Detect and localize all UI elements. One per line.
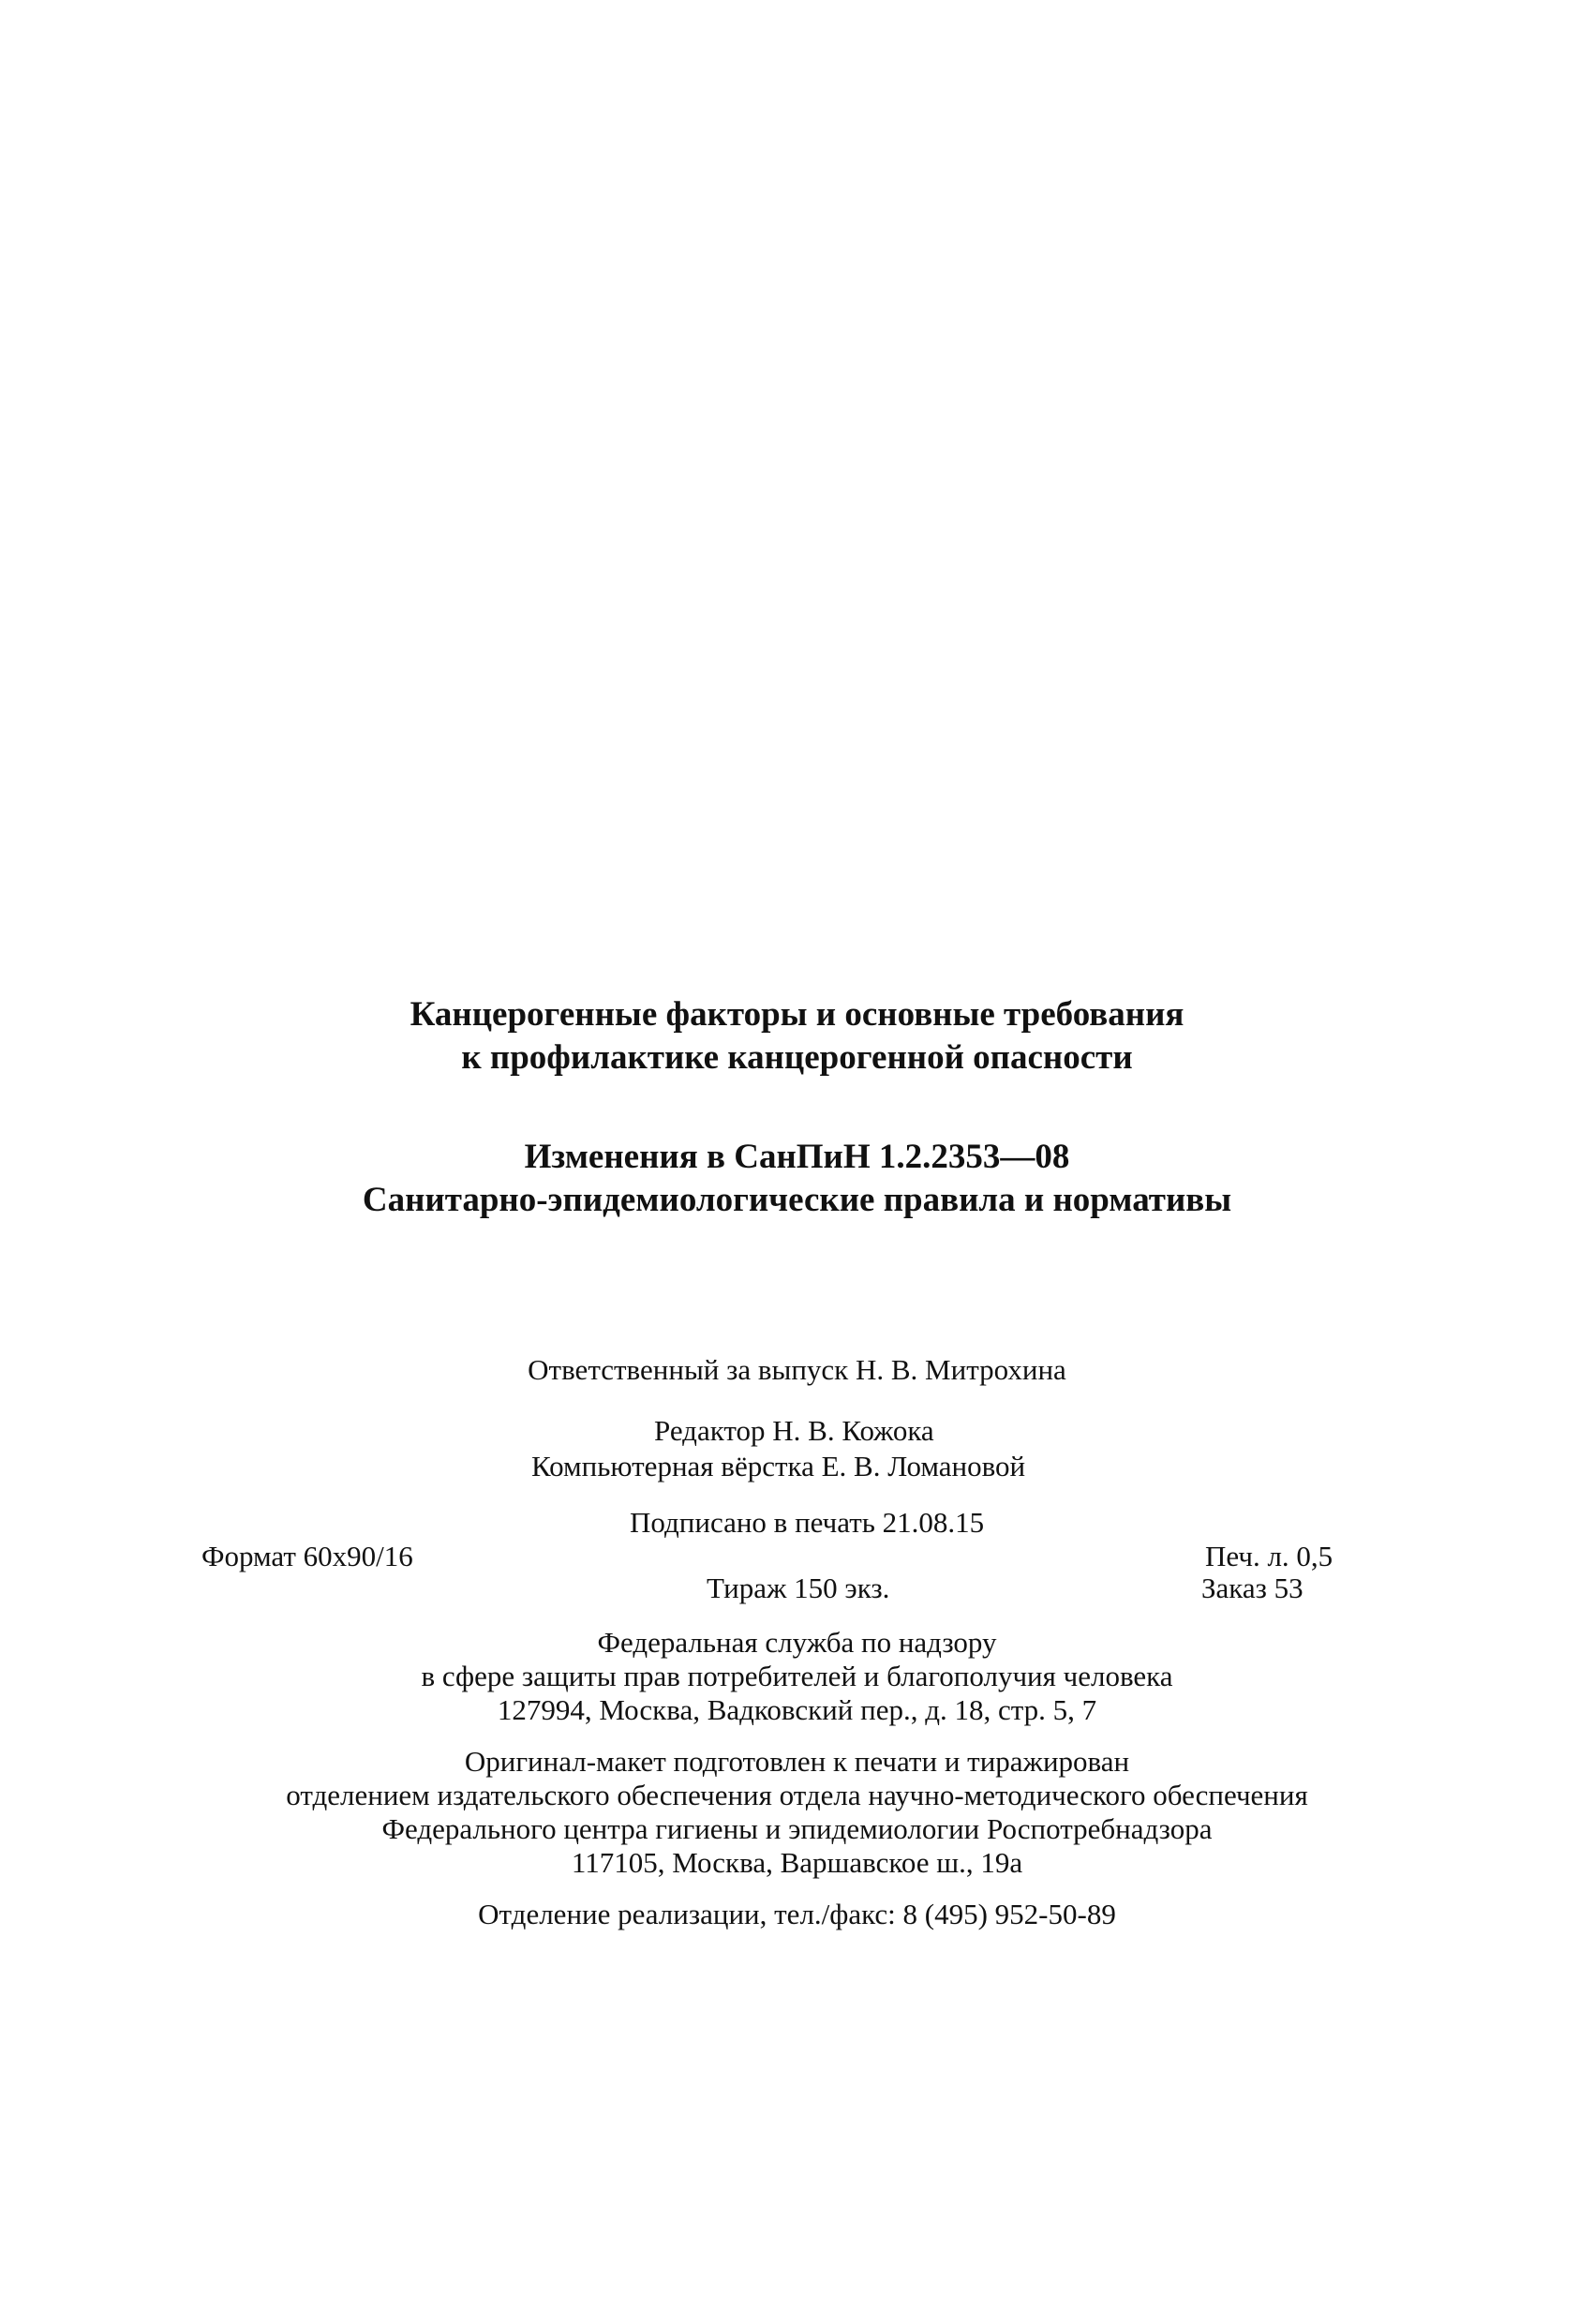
printer-line-1: Оригинал-макет подготовлен к печати и тиражирован	[464, 1745, 1130, 1778]
circulation: Тираж 150 экз.	[707, 1572, 890, 1604]
printer-line-2: отделением издательского обеспечения отдела научно-методического обеспечения	[286, 1779, 1308, 1811]
printer-line-3: Федерального центра гигиены и эпидемиологии Роспотребнадзора	[381, 1812, 1213, 1845]
printer-block	[0, 1745, 1594, 1880]
print-sheets: Печ. л. 0,5	[1205, 1540, 1333, 1572]
document-subtitle-line-2: Санитарно-эпидемиологические правила и нормативы	[362, 1181, 1232, 1219]
publisher-line-1: Федеральная служба по надзору	[597, 1626, 997, 1659]
signed-date: Подписано в печать 21.08.15	[630, 1506, 985, 1539]
document-subtitle-line-1: Изменения в СанПиН 1.2.2353—08	[524, 1138, 1070, 1176]
paper-format: Формат 60x90/16	[201, 1540, 413, 1572]
document-title	[0, 993, 1594, 1080]
editor-credit: Редактор Н. В. Кожока	[654, 1414, 934, 1447]
publisher-line-2: в сфере защиты прав потребителей и благополучия человека	[421, 1660, 1173, 1692]
document-subtitle	[0, 1136, 1594, 1222]
publisher-block	[0, 1626, 1594, 1727]
sales-contact: Отделение реализации, тел./факс: 8 (495) 952-50-89	[478, 1898, 1116, 1930]
document-title-line-2: к профилактике канцерогенной опасности	[461, 1038, 1133, 1077]
layout-credit: Компьютерная вёрстка Е. В. Ломановой	[531, 1450, 1026, 1482]
document-title-line-1: Канцерогенные факторы и основные требования	[410, 995, 1184, 1034]
responsible-editor: Ответственный за выпуск Н. В. Митрохина	[528, 1353, 1066, 1386]
publisher-address: 127994, Москва, Вадковский пер., д. 18, стр. 5, 7	[497, 1693, 1097, 1726]
order-number: Заказ 53	[1201, 1572, 1304, 1604]
printer-address: 117105, Москва, Варшавское ш., 19а	[571, 1846, 1023, 1879]
